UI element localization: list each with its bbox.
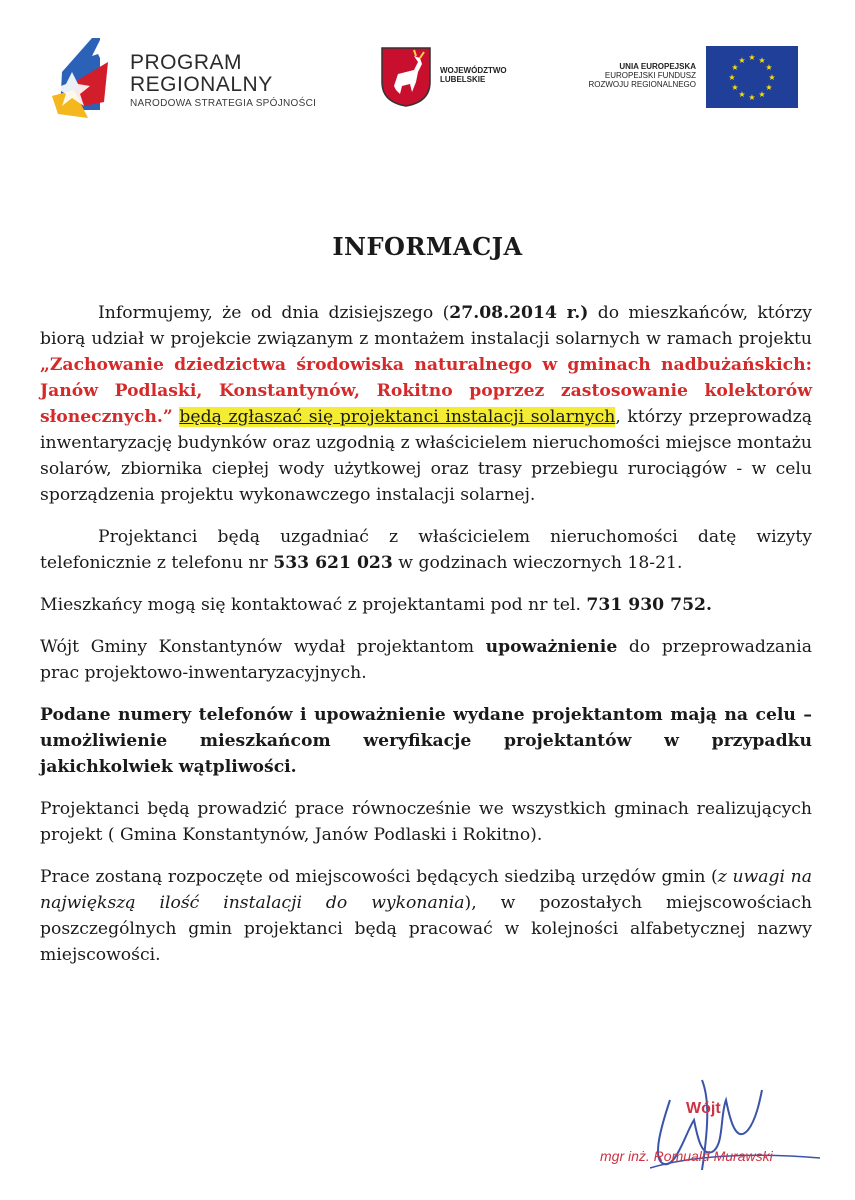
authorization-bold: upoważnienie (485, 637, 618, 657)
svg-text:★: ★ (758, 56, 766, 65)
paragraph-phone-visit (40, 524, 812, 576)
phone-number-2: 731 930 752. (586, 595, 712, 615)
authorization-text: Wójt Gminy Konstantynów wydał projektantom (40, 637, 486, 657)
document-title: INFORMACJA (332, 232, 523, 261)
svg-text:★: ★ (738, 56, 746, 65)
phone-visit-text: Projektanci będą uzgadniać z właścicielem nieruchomości datę wizyty telefonicznie z telefonu nr (40, 527, 812, 573)
paragraph-authorization (40, 634, 812, 686)
paragraph-verification: Podane numery telefonów i upoważnienie wydane projektantom mają na celu – umożliwienie mieszkańcom weryfikacje projektantów w przypadku jakichkolwiek wątpliwości. (40, 705, 812, 777)
svg-text:★: ★ (765, 83, 773, 92)
svg-text:★: ★ (748, 93, 756, 102)
intro-text: Informujemy, że od dnia dzisiejszego ( (98, 303, 450, 323)
phone-number-1: 533 621 023 (273, 553, 393, 573)
svg-text:★: ★ (768, 73, 776, 82)
contact-text: Mieszkańcy mogą się kontaktować z projektantami pod nr tel. (40, 595, 587, 615)
paragraph-contact (40, 592, 812, 618)
intro-text-3: , którzy przeprowadzą inwentaryzację budynków oraz uzgodnią z właścicielem nieruchomości miejsce montażu solarów, zbiornika ciepłej wody użytkowej oraz trasy przebiegu rurociągów - w celu sporządzenia projektu wykonawczego instalacji solarnej. (40, 407, 812, 505)
svg-text:★: ★ (731, 63, 739, 72)
intro-date: 27.08.2014 r.) (449, 303, 589, 323)
project-name: „Zachowanie dziedzictwa środowiska naturalnego w gminach nadbużańskich: Janów Podlaski, Konstantynów, Rokitno poprzez zastosowanie kolektorów słonecznych.” (40, 355, 812, 427)
paragraph-work-order (40, 864, 812, 968)
svg-text:★: ★ (765, 63, 773, 72)
program-name-line2: REGIONALNY (130, 73, 273, 96)
work-order-text: Prace zostaną rozpoczęte od miejscowości będących siedzibą urzędów gmin ( (40, 867, 718, 887)
eu-label (556, 62, 696, 89)
lubelskie-line2: LUBELSKIE (440, 75, 486, 84)
authorization-text-2: do przeprowadzania prac projektowo-inwentaryzacyjnych. (40, 637, 812, 683)
paragraph-parallel-work: Projektanci będą prowadzić prace równocześnie we wszystkich gminach realizujących projekt ( Gmina Konstantynów, Janów Podlaski i Rokitno). (40, 799, 812, 845)
program-name-line1: PROGRAM (130, 51, 243, 74)
lubelskie-crest-icon (380, 46, 432, 108)
svg-text:★: ★ (738, 90, 746, 99)
lubelskie-line1: WOJEWÓDZTWO (440, 66, 507, 75)
eu-line3: ROZWOJU REGIONALNEGO (588, 80, 696, 89)
intro-text-2: do mieszkańców, którzy biorą udział w projekcie związanym z montażem instalacji solarnych w ramach projektu (40, 303, 813, 349)
svg-text:★: ★ (748, 53, 756, 62)
document-body (40, 300, 812, 968)
svg-text:★: ★ (728, 73, 736, 82)
signature-name: mgr inż. Romuald Murawski (600, 1148, 773, 1164)
letterhead (0, 0, 855, 130)
phone-visit-text-2: w godzinach wieczornych 18-21. (392, 553, 683, 573)
program-regionalny-logo (48, 32, 128, 120)
svg-text:★: ★ (758, 90, 766, 99)
program-subtitle: NARODOWA STRATEGIA SPÓJNOŚCI (130, 98, 317, 109)
work-order-italic: z uwagi na największą ilość instalacji do wykonania (40, 867, 812, 913)
highlighted-text: będą zgłaszać się projektanci instalacji solarnych (179, 407, 616, 427)
eu-line1: UNIA EUROPEJSKA (619, 62, 696, 71)
paragraph-intro (40, 300, 812, 508)
eu-flag-icon (706, 46, 798, 108)
svg-text:★: ★ (731, 83, 739, 92)
signature-title: Wójt (686, 1100, 721, 1117)
eu-line2: EUROPEJSKI FUNDUSZ (604, 71, 696, 80)
program-name (130, 52, 316, 112)
work-order-text-2: ), w pozostałych miejscowościach poszczególnych gmin projektanci będą pracować w kolejności alfabetycznej nazwy miejscowości. (40, 893, 813, 965)
lubelskie-label (440, 66, 507, 84)
